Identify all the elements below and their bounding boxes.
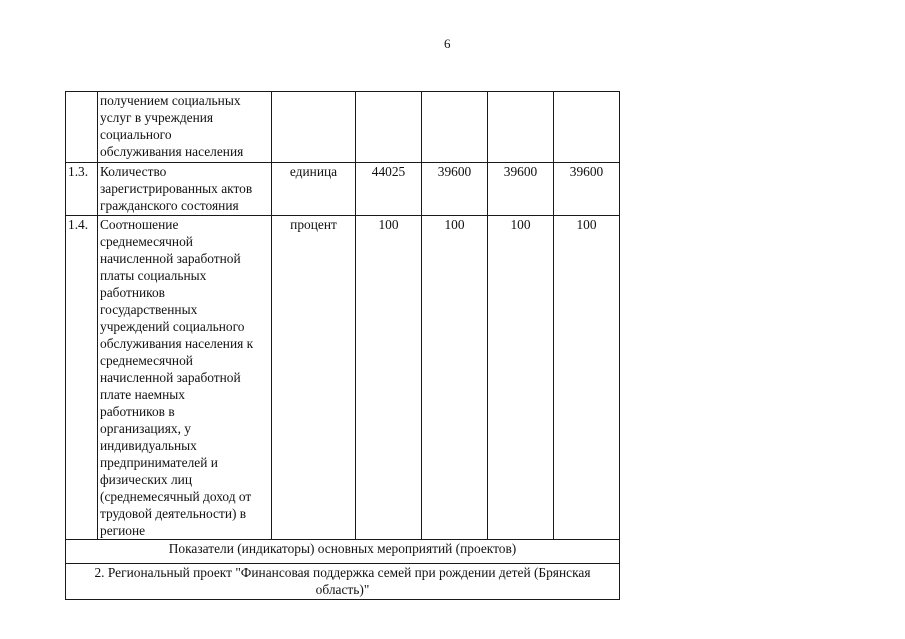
table-row (66, 216, 620, 540)
table-row (66, 163, 620, 216)
row-number: 1.4. (66, 216, 98, 540)
value-cell (422, 92, 488, 163)
value-cell: 39600 (488, 163, 554, 216)
value-cell: 100 (422, 216, 488, 540)
value-cell: 44025 (356, 163, 422, 216)
value-cell (488, 92, 554, 163)
section-heading-row (66, 540, 620, 564)
indicator-name: Соотношение среднемесячной начисленной заработной платы социальных работников государственных учреждений социального обслуживания населения к среднемесячной начисленной заработной плате наемных работников в организациях, у индивидуальных предпринимателей и физических лиц (среднемесячный доход от трудовой деятельности) в регионе (98, 216, 272, 540)
value-cell: 100 (488, 216, 554, 540)
indicators-table (65, 91, 620, 600)
value-cell: 100 (554, 216, 620, 540)
value-cell: 39600 (422, 163, 488, 216)
value-cell (554, 92, 620, 163)
row-number (66, 92, 98, 163)
unit-cell: процент (272, 216, 356, 540)
value-cell (356, 92, 422, 163)
value-cell: 100 (356, 216, 422, 540)
section-heading: Показатели (индикаторы) основных мероприятий (проектов) (66, 540, 620, 564)
page-number: 6 (444, 36, 451, 51)
project-heading-row (66, 564, 620, 600)
value-cell: 39600 (554, 163, 620, 216)
indicator-name: получением социальных услуг в учреждения социального обслуживания населения (98, 92, 272, 163)
row-number: 1.3. (66, 163, 98, 216)
project-heading: 2. Региональный проект "Финансовая поддержка семей при рождении детей (Брянская область)" (66, 564, 620, 600)
unit-cell: единица (272, 163, 356, 216)
unit-cell (272, 92, 356, 163)
table-row (66, 92, 620, 163)
indicator-name: Количество зарегистрированных актов гражданского состояния (98, 163, 272, 216)
